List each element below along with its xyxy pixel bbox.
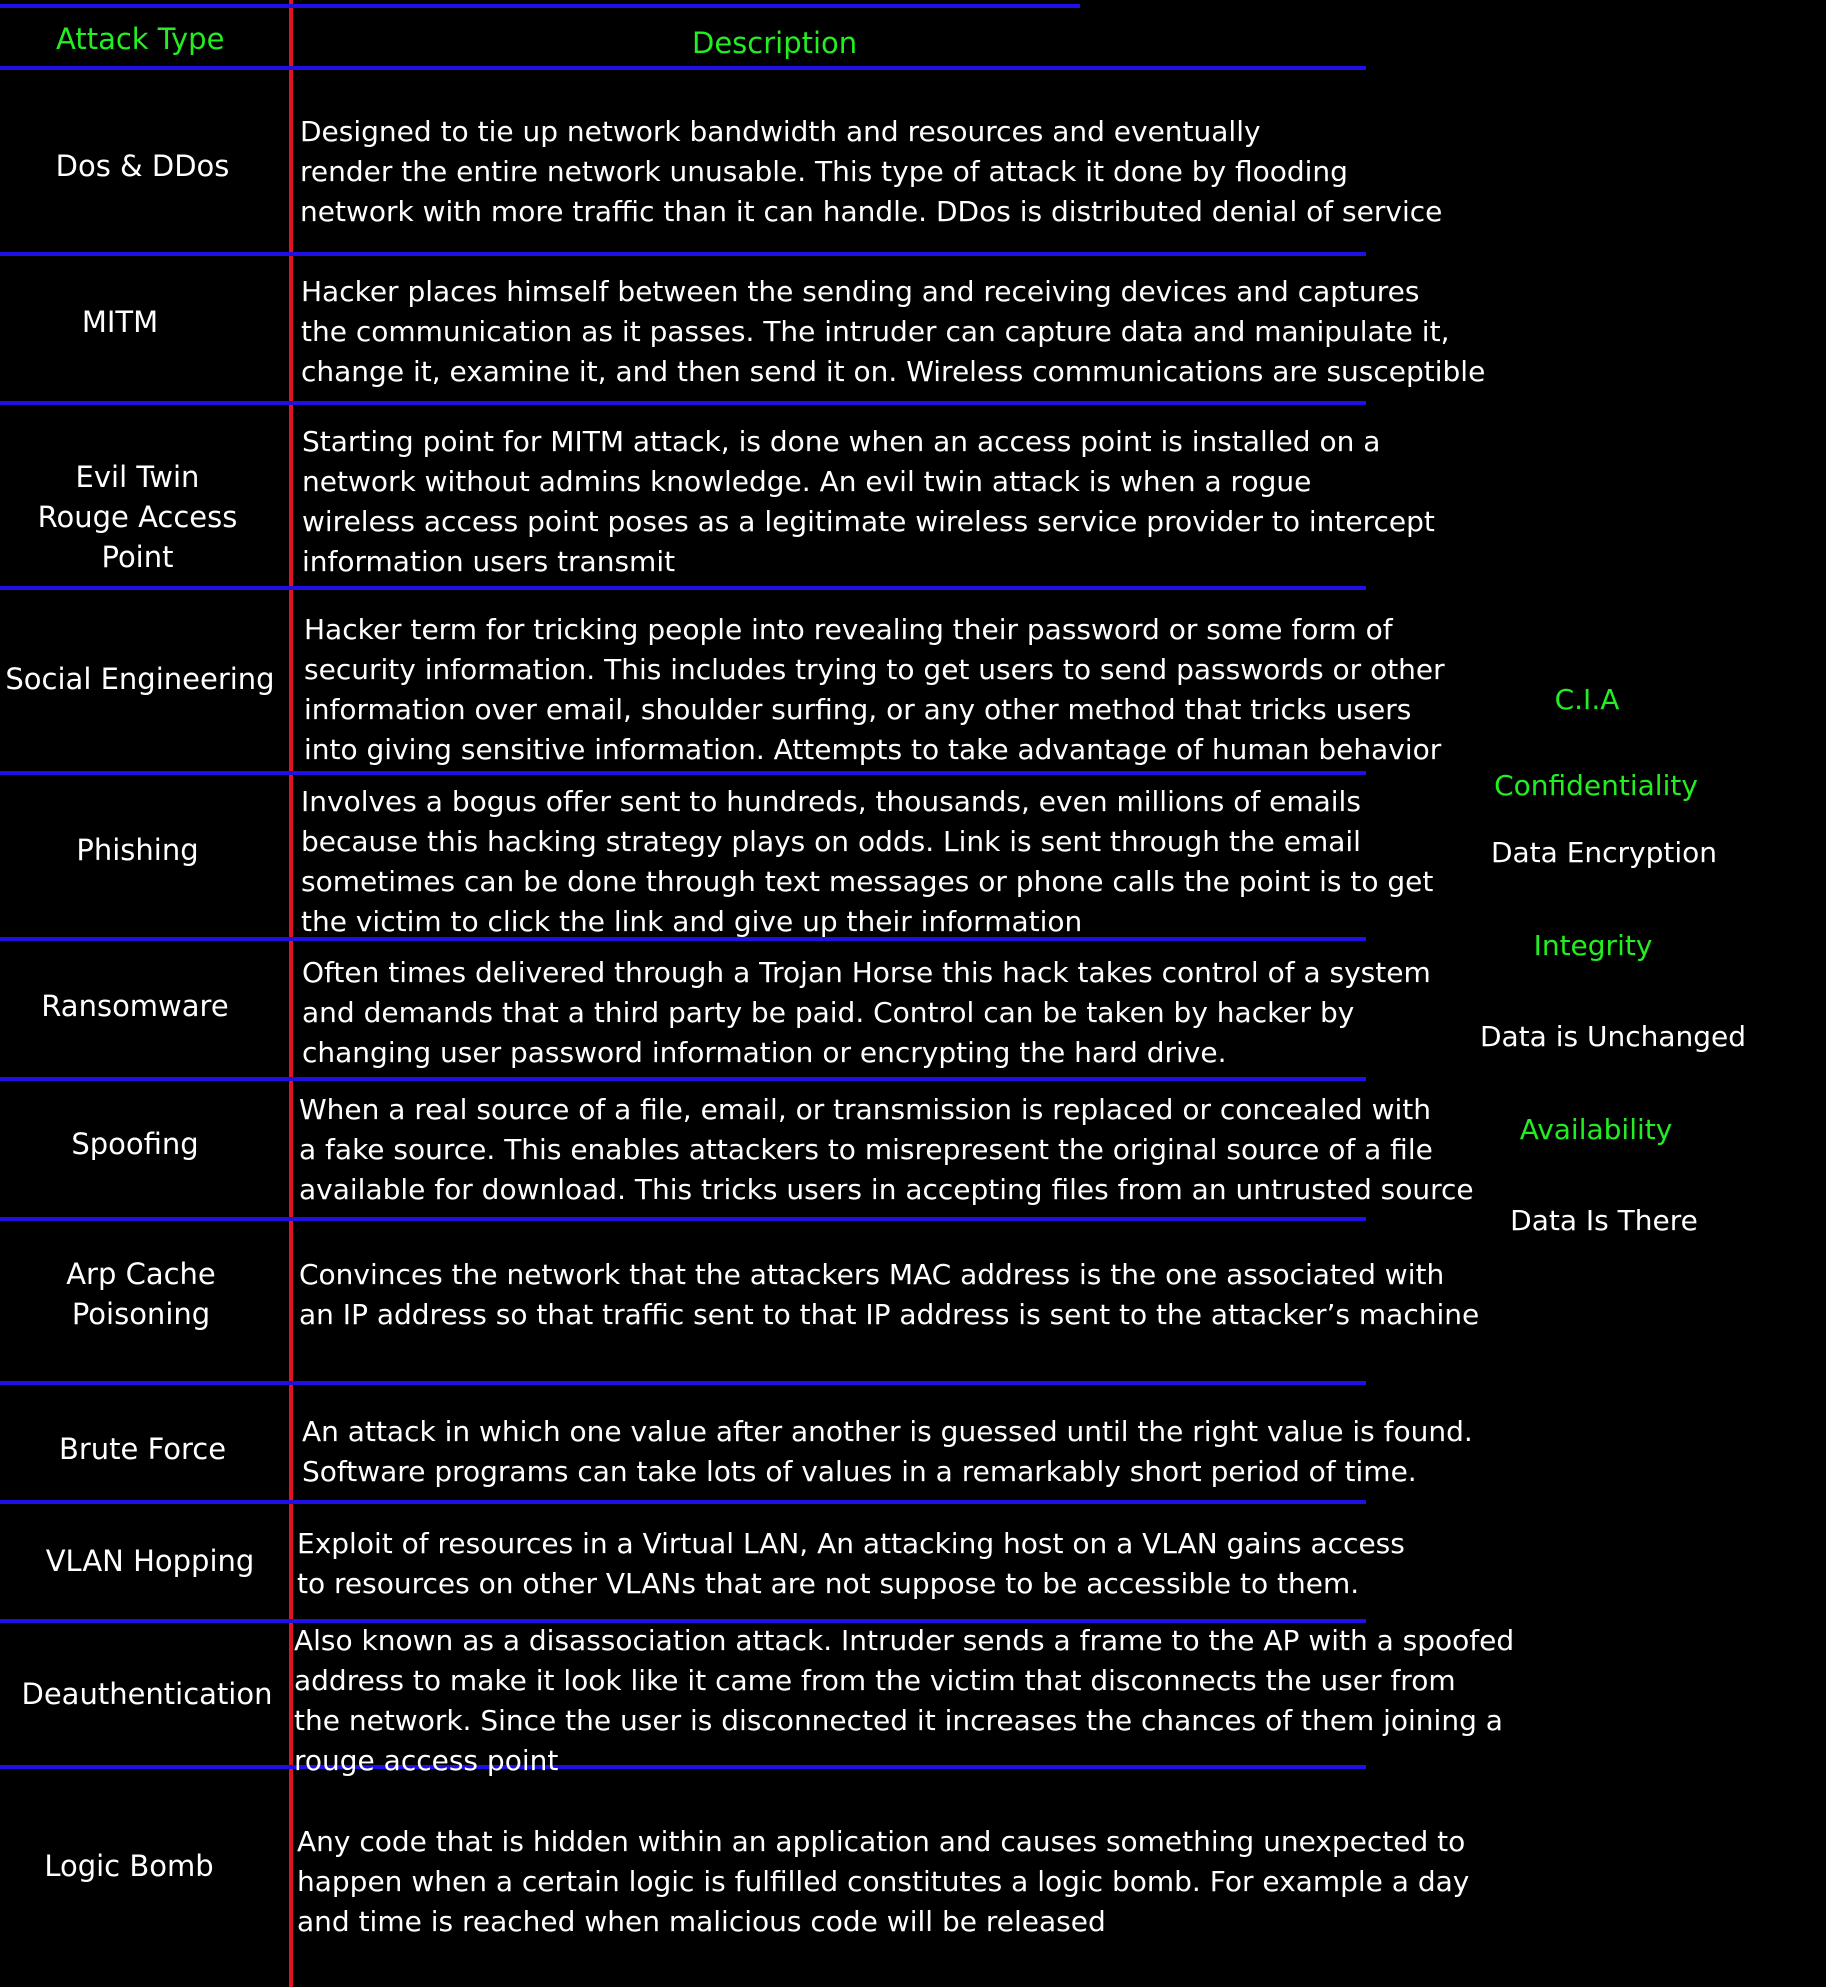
attack-description-cell: Hacker places himself between the sending and receiving devices and captures the communication as it passes. The intruder can capture data and manipulate it, change it, examine it, and then send it on. Wireless communications are susceptible bbox=[301, 275, 1486, 388]
attack-type-cell: Ransomware bbox=[41, 989, 229, 1023]
cia-availability-heading: Availability bbox=[1519, 1113, 1673, 1146]
row-rule bbox=[0, 401, 1366, 405]
attack-description-cell: Exploit of resources in a Virtual LAN, An attacking host on a VLAN gains access to resources on other VLANs that are not suppose to be accessible to them. bbox=[297, 1527, 1405, 1600]
cia-availability-description: Data Is There bbox=[1510, 1204, 1698, 1237]
attack-description-cell: Starting point for MITM attack, is done when an access point is installed on a network without admins knowledge. An evil twin attack is when a rogue wireless access point poses as a legitimate wireless service provider to intercept information users transmit bbox=[302, 425, 1435, 578]
row-rule bbox=[0, 1500, 1366, 1504]
attack-type-cell: Brute Force bbox=[58, 1432, 227, 1466]
row-rule bbox=[0, 771, 1366, 775]
row-rule bbox=[0, 1381, 1366, 1385]
attack-description-cell: When a real source of a file, email, or transmission is replaced or concealed with a fake source. This enables attackers to misrepresent the original source of a file available for download. This tricks users in accepting files from an untrusted source bbox=[299, 1093, 1474, 1206]
cia-confidentiality-description: Data Encryption bbox=[1490, 836, 1718, 869]
attack-type-cell: Social Engineering bbox=[5, 662, 275, 696]
cia-integrity-description: Data is Unchanged bbox=[1479, 1020, 1747, 1053]
description-header: Description bbox=[692, 26, 858, 60]
attack-description-cell: Also known as a disassociation attack. Intruder sends a frame to the AP with a spoofed address to make it look like it came from the victim that disconnects the user from the network. Since the user is disconnected it increases the chances of them joining a rouge access point bbox=[294, 1624, 1515, 1777]
row-rule bbox=[0, 586, 1366, 590]
attack-type-cell: MITM bbox=[81, 305, 159, 339]
attack-description-cell: Convinces the network that the attackers MAC address is the one associated with an IP address so that traffic sent to that IP address is sent to the attacker’s machine bbox=[299, 1258, 1480, 1331]
attack-description-cell: An attack in which one value after another is guessed until the right value is found. Software programs can take lots of values in a remarkably short period of time. bbox=[302, 1415, 1473, 1488]
attack-type-cell: Evil Twin Rouge Access Point bbox=[37, 460, 238, 574]
attack-type-cell: Logic Bomb bbox=[44, 1849, 214, 1883]
cia-title: C.I.A bbox=[1554, 683, 1620, 716]
cia-integrity-heading: Integrity bbox=[1533, 929, 1653, 962]
attack-type-header: Attack Type bbox=[56, 22, 225, 56]
attack-description-cell: Any code that is hidden within an application and causes something unexpected to happen when a certain logic is fulfilled constitutes a logic bomb. For example a day and time is reached when malicious code will be released bbox=[297, 1825, 1470, 1938]
header-rule bbox=[0, 66, 1366, 70]
attack-type-cell: Spoofing bbox=[71, 1127, 199, 1161]
table-top-rule bbox=[0, 4, 1080, 8]
attack-type-cell: Phishing bbox=[76, 833, 199, 867]
attack-type-cell: Arp Cache Poisoning bbox=[66, 1257, 216, 1331]
cia-confidentiality-heading: Confidentiality bbox=[1494, 769, 1698, 802]
attack-type-cell: Deauthentication bbox=[21, 1677, 273, 1711]
attack-type-cell: VLAN Hopping bbox=[45, 1544, 255, 1578]
row-rule bbox=[0, 252, 1366, 256]
row-rule bbox=[0, 1217, 1366, 1221]
attack-type-cell: Dos & DDos bbox=[55, 149, 230, 183]
attack-description-cell: Involves a bogus offer sent to hundreds, thousands, even millions of emails because this hacking strategy plays on odds. Link is sent through the email sometimes can be done through text messages or phone calls the point is to get the victim to click the link and give up their information bbox=[301, 785, 1434, 938]
attack-description-cell: Often times delivered through a Trojan Horse this hack takes control of a system and demands that a third party be paid. Control can be taken by hacker by changing user password information or encrypting the hard drive. bbox=[302, 956, 1431, 1069]
row-rule bbox=[0, 1077, 1366, 1081]
attack-description-cell: Hacker term for tricking people into revealing their password or some form of security information. This includes trying to get users to send passwords or other information over email, shoulder surfing, or any other method that tricks users into giving sensitive information. Attempts to take advantage of human behavior bbox=[304, 613, 1445, 766]
attack-description-cell: Designed to tie up network bandwidth and resources and eventually render the entire network unusable. This type of attack it done by flooding network with more traffic than it can handle. DDos is distributed denial of service bbox=[300, 115, 1443, 228]
